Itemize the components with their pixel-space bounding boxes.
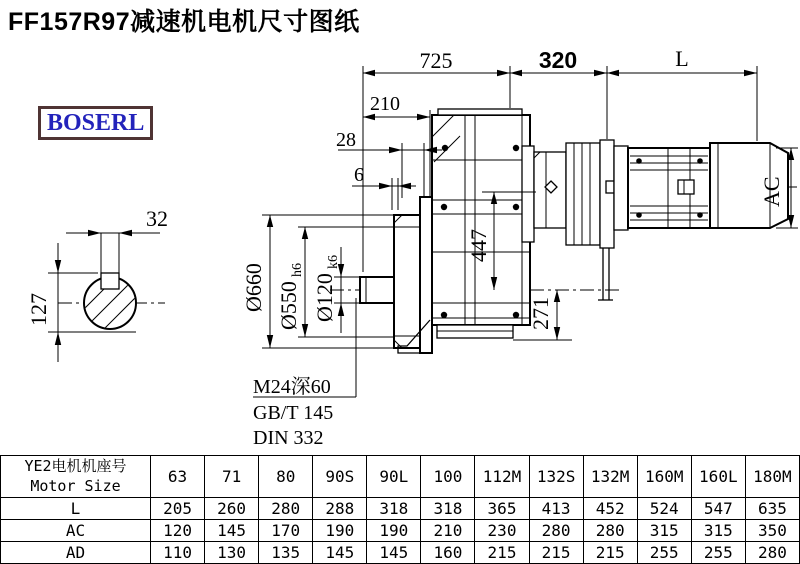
gearmotor-side-view bbox=[330, 109, 797, 353]
table-cell: 170 bbox=[259, 520, 313, 542]
table-cell: 120 bbox=[151, 520, 205, 542]
input-flange bbox=[522, 146, 534, 242]
table-row bbox=[1, 520, 800, 542]
table-cell: 280 bbox=[259, 498, 313, 520]
table-cell: 318 bbox=[421, 498, 475, 520]
technical-drawing bbox=[0, 45, 800, 455]
table-cell: 145 bbox=[205, 520, 259, 542]
dim-key-height: 127 bbox=[26, 293, 51, 326]
table-cell: 635 bbox=[745, 498, 799, 520]
table-cell: 280 bbox=[529, 520, 583, 542]
table-cell: 145 bbox=[367, 542, 421, 564]
note-gb-standard: GB/T 145 bbox=[253, 402, 334, 424]
dim-motor-length: L bbox=[675, 46, 689, 71]
table-cell: 215 bbox=[475, 542, 529, 564]
row-label: AC bbox=[1, 520, 151, 542]
table-cell: 452 bbox=[583, 498, 637, 520]
dim-ac: AC bbox=[759, 176, 784, 207]
table-cell: 130 bbox=[205, 542, 259, 564]
dim-mid-width: 320 bbox=[538, 47, 578, 73]
column-header: 63 bbox=[151, 456, 205, 498]
table-cell: 365 bbox=[475, 498, 529, 520]
table-cell: 315 bbox=[691, 520, 745, 542]
table-cell: 280 bbox=[745, 542, 799, 564]
table-cell: 205 bbox=[151, 498, 205, 520]
table-cell: 135 bbox=[259, 542, 313, 564]
table-cell: 413 bbox=[529, 498, 583, 520]
note-din-standard: DIN 332 bbox=[253, 427, 324, 449]
table-cell: 110 bbox=[151, 542, 205, 564]
table-row bbox=[1, 542, 800, 564]
column-header: 160M bbox=[637, 456, 691, 498]
motor-size-table bbox=[0, 455, 800, 564]
table-cell: 280 bbox=[583, 520, 637, 542]
table-row bbox=[1, 498, 800, 520]
note-tapped-hole: M24深60 bbox=[253, 376, 331, 398]
brand-logo-text: BOSERL bbox=[47, 110, 145, 136]
motor-adapter bbox=[600, 140, 614, 248]
output-shaft bbox=[360, 277, 394, 303]
table-cell: 145 bbox=[313, 542, 367, 564]
column-header: 80 bbox=[259, 456, 313, 498]
table-cell: 350 bbox=[745, 520, 799, 542]
table-cell: 190 bbox=[367, 520, 421, 542]
dim-210: 210 bbox=[370, 93, 400, 115]
column-header: 71 bbox=[205, 456, 259, 498]
table-cell: 255 bbox=[637, 542, 691, 564]
dim-shaft-tolerance: k6 bbox=[326, 255, 341, 269]
table-header-motor-size: YE2电机机座号 Motor Size bbox=[1, 456, 151, 498]
column-header: 132S bbox=[529, 456, 583, 498]
column-header: 90S bbox=[313, 456, 367, 498]
table-cell: 318 bbox=[367, 498, 421, 520]
row-label: L bbox=[1, 498, 151, 520]
dim-6: 6 bbox=[354, 164, 364, 186]
table-cell: 190 bbox=[313, 520, 367, 542]
column-header: 112M bbox=[475, 456, 529, 498]
shaft-end-view bbox=[23, 206, 203, 362]
page-title: FF157R97减速机电机尺寸图纸 bbox=[8, 8, 360, 36]
table-cell: 215 bbox=[583, 542, 637, 564]
column-header: 160L bbox=[691, 456, 745, 498]
dim-key-width: 32 bbox=[146, 206, 168, 231]
dim-flange-od: Ø660 bbox=[241, 263, 266, 312]
dim-447: 447 bbox=[466, 229, 491, 262]
table-cell: 524 bbox=[637, 498, 691, 520]
table-cell: 260 bbox=[205, 498, 259, 520]
row-label: AD bbox=[1, 542, 151, 564]
table-cell: 315 bbox=[637, 520, 691, 542]
table-cell: 288 bbox=[313, 498, 367, 520]
dim-spigot: Ø550 bbox=[276, 281, 301, 330]
table-body bbox=[1, 498, 800, 564]
table-cell: 230 bbox=[475, 520, 529, 542]
dim-spigot-tolerance: h6 bbox=[290, 263, 305, 277]
column-header: 132M bbox=[583, 456, 637, 498]
table-header-row bbox=[1, 456, 800, 498]
column-header: 90L bbox=[367, 456, 421, 498]
motor-front-bracket bbox=[614, 146, 628, 230]
column-header: 180M bbox=[745, 456, 799, 498]
table-cell: 255 bbox=[691, 542, 745, 564]
table-cell: 547 bbox=[691, 498, 745, 520]
dim-top-width: 725 bbox=[419, 48, 453, 73]
column-header: 100 bbox=[421, 456, 475, 498]
dim-shaft: Ø120 bbox=[312, 273, 337, 322]
dim-271: 271 bbox=[528, 297, 553, 330]
coupling-bell bbox=[566, 143, 600, 245]
output-flange bbox=[394, 215, 420, 348]
table-cell: 160 bbox=[421, 542, 475, 564]
dim-28: 28 bbox=[336, 129, 356, 151]
table-cell: 210 bbox=[421, 520, 475, 542]
table-cell: 215 bbox=[529, 542, 583, 564]
keyway bbox=[101, 273, 119, 289]
